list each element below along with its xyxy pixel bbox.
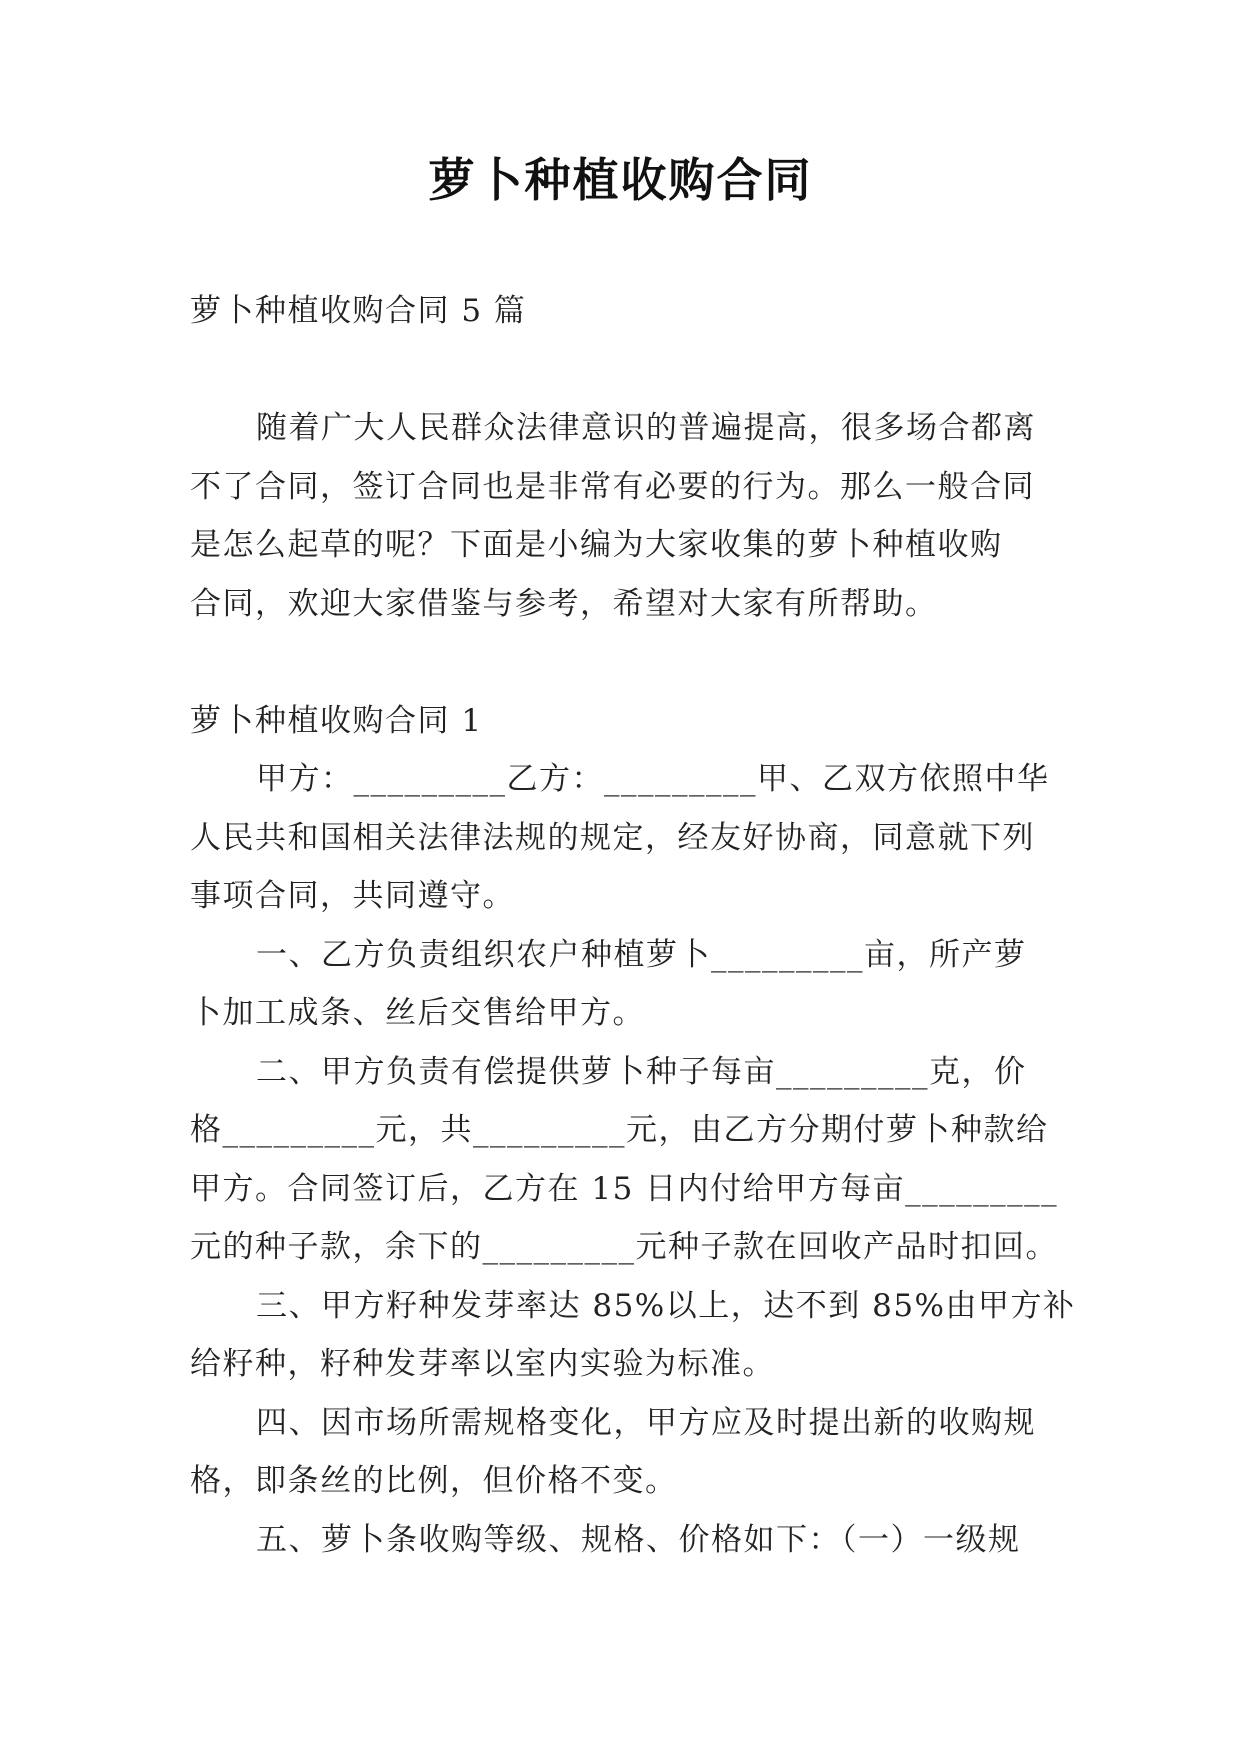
paragraph-line: 四、因市场所需规格变化，甲方应及时提出新的收购规 <box>256 1404 1036 1441</box>
paragraph-line: 随着广大人民群众法律意识的普遍提高，很多场合都离 <box>256 410 1036 446</box>
section-heading: 萝卜种植收购合同 1 <box>190 702 483 739</box>
paragraph-line: 五、萝卜条收购等级、规格、价格如下：（一）一级规 <box>256 1521 1021 1558</box>
spacer <box>190 633 1060 692</box>
document-subtitle: 萝卜种植收购合同 5 篇 <box>190 293 527 329</box>
clause-5 <box>190 1511 1060 1570</box>
paragraph-line: 二、甲方负责有偿提供萝卜种子每亩_________克，价 <box>256 1053 1027 1090</box>
paragraph-line: 给籽种，籽种发芽率以室内实验为标准。 <box>190 1346 775 1382</box>
paragraph-line: 元的种子款，余下的_________元种子款在回收产品时扣回。 <box>190 1229 1058 1265</box>
paragraph-line: 是怎么起草的呢？下面是小编为大家收集的萝卜种植收购 <box>190 527 1003 563</box>
paragraph-line: 格_________元，共_________元，由乙方分期付萝卜种款给 <box>190 1112 1049 1148</box>
parties-paragraph <box>190 750 1060 926</box>
spacer <box>190 341 1060 400</box>
intro-paragraph <box>190 399 1060 633</box>
paragraph-line: 人民共和国相关法律法规的规定，经友好协商，同意就下列 <box>190 819 1035 856</box>
clause-2 <box>190 1043 1060 1277</box>
paragraph-line: 不了合同，签订合同也是非常有必要的行为。那么一般合同 <box>190 468 1035 505</box>
paragraph-line: 合同，欢迎大家借鉴与参考，希望对大家有所帮助。 <box>190 585 938 622</box>
clause-3 <box>190 1277 1076 1394</box>
paragraph-line: 甲方：_________乙方：_________甲、乙双方依照中华 <box>256 761 1050 797</box>
paragraph-line: 三、甲方籽种发芽率达 85%以上，达不到 85%由甲方补 <box>256 1287 1076 1324</box>
paragraph-line: 卜加工成条、丝后交售给甲方。 <box>190 995 645 1031</box>
paragraph-line: 格，即条丝的比例，但价格不变。 <box>190 1463 678 1499</box>
clause-4 <box>190 1394 1060 1511</box>
document-body <box>190 282 1076 1569</box>
clause-1 <box>190 926 1060 1043</box>
paragraph-line: 事项合同，共同遵守。 <box>190 878 515 914</box>
paragraph-line: 甲方。合同签订后，乙方在 15 日内付给甲方每亩_________ <box>190 1170 1059 1207</box>
document-title: 萝卜种植收购合同 <box>428 153 813 207</box>
paragraph-line: 一、乙方负责组织农户种植萝卜_________亩，所产萝 <box>256 936 1027 973</box>
